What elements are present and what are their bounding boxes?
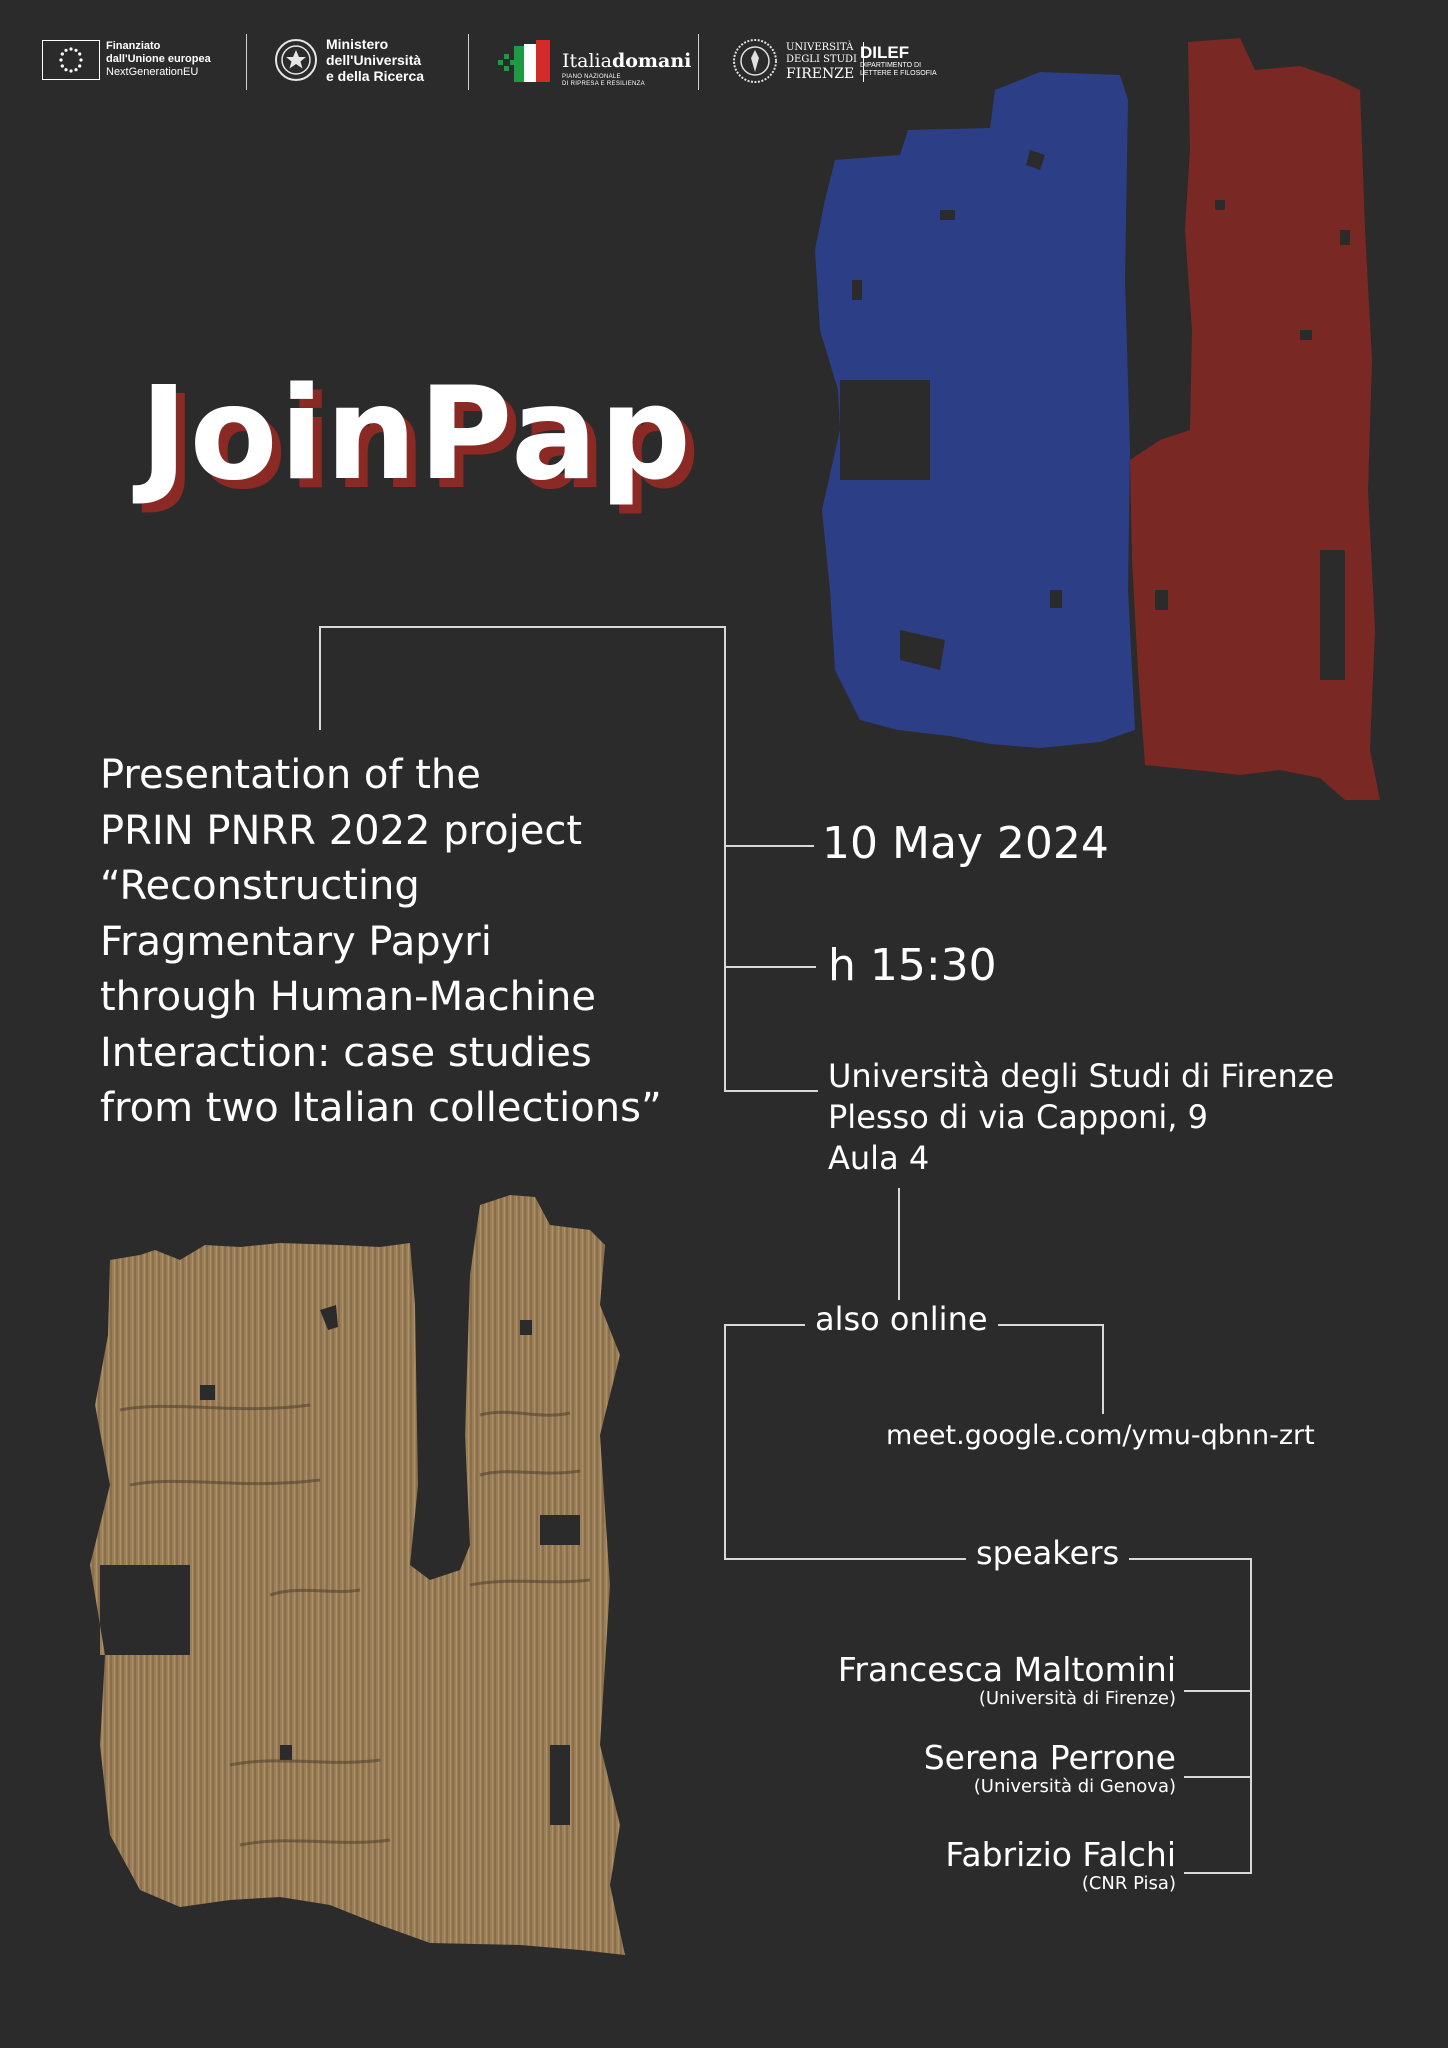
eu-flag-icon bbox=[42, 40, 100, 80]
unifi-line-1: UNIVERSITÀ bbox=[786, 42, 854, 53]
dilef-sub-1: DIPARTIMENTO DI bbox=[860, 62, 922, 69]
italia-domani-flag-icon bbox=[496, 38, 556, 90]
description-line: “Reconstructing bbox=[100, 863, 420, 909]
description-line: Interaction: case studies bbox=[100, 1029, 592, 1076]
description-line: Presentation of the bbox=[100, 752, 481, 798]
speaker-affiliation: (Università di Firenze) bbox=[978, 1688, 1176, 1709]
connector-line bbox=[724, 966, 816, 968]
description-line: from two Italian collections” bbox=[100, 1085, 662, 1131]
description-line: PRIN PNRR 2022 project bbox=[100, 807, 583, 854]
connector-line bbox=[1184, 1872, 1252, 1874]
ministry-line-2: dell'Università bbox=[326, 52, 422, 68]
speaker-item bbox=[838, 1651, 1176, 1709]
unifi-line-2: DEGLI STUDI bbox=[786, 54, 857, 65]
ministry-line-3: e della Ricerca bbox=[326, 68, 425, 84]
event-date: 10 May 2024 bbox=[822, 818, 1109, 869]
event-time: h 15:30 bbox=[828, 940, 997, 991]
connector-line bbox=[1184, 1690, 1252, 1692]
online-label: also online bbox=[805, 1300, 998, 1338]
venue-line: Università degli Studi di Firenze bbox=[828, 1057, 1335, 1095]
logo-divider bbox=[698, 34, 699, 90]
italia-domani-text bbox=[562, 50, 691, 72]
connector-line bbox=[724, 626, 726, 1092]
connector-line bbox=[724, 1090, 818, 1092]
logo-divider bbox=[468, 34, 469, 90]
unifi-seal-icon bbox=[732, 38, 778, 88]
logo-divider bbox=[246, 34, 247, 90]
eu-line-2: dall'Unione europea bbox=[106, 53, 211, 65]
speaker-name: Fabrizio Falchi bbox=[945, 1835, 1176, 1874]
venue-line: Plesso di via Capponi, 9 bbox=[828, 1098, 1208, 1136]
connector-line bbox=[724, 1324, 726, 1560]
italia-domani-subtitle bbox=[562, 74, 645, 88]
speaker-affiliation: (Università di Genova) bbox=[973, 1776, 1176, 1797]
italia-word: Italia bbox=[562, 50, 612, 72]
project-description bbox=[100, 748, 662, 1137]
ministry-text bbox=[326, 36, 424, 84]
dilef-title: DILEF bbox=[860, 43, 910, 62]
papyrus-fragments-silhouette bbox=[800, 30, 1400, 810]
event-venue bbox=[828, 1056, 1334, 1179]
speaker-name: Francesca Maltomini bbox=[837, 1650, 1176, 1689]
online-meeting-link[interactable]: meet.google.com/ymu-qbnn-zrt bbox=[886, 1420, 1315, 1451]
speakers-label: speakers bbox=[966, 1534, 1129, 1572]
papyrus-photo bbox=[80, 1185, 670, 1960]
ministry-line-1: Ministero bbox=[326, 36, 389, 52]
blue-fragment-shape bbox=[815, 72, 1135, 748]
connector-line bbox=[319, 626, 321, 730]
eu-line-1: Finanziato bbox=[106, 40, 161, 52]
eu-line-3: NextGenerationEU bbox=[106, 66, 199, 78]
domani-word: domani bbox=[611, 50, 692, 72]
speaker-name: Serena Perrone bbox=[923, 1738, 1176, 1777]
connector-line bbox=[1184, 1776, 1252, 1778]
speaker-item bbox=[945, 1836, 1176, 1894]
italia-domani-sub-1: PIANO NAZIONALE bbox=[562, 74, 621, 80]
italia-domani-sub-2: DI RIPRESA E RESILIENZA bbox=[562, 81, 645, 87]
red-fragment-shape bbox=[1130, 38, 1380, 800]
connector-line bbox=[724, 845, 814, 847]
description-line: through Human-Machine bbox=[100, 974, 597, 1020]
connector-line bbox=[1250, 1558, 1252, 1874]
dilef-sub-2: LETTERE E FILOSOFIA bbox=[860, 70, 937, 77]
connector-line bbox=[319, 626, 725, 628]
venue-line: Aula 4 bbox=[828, 1139, 930, 1177]
ministry-emblem-icon bbox=[274, 36, 318, 88]
connector-line bbox=[898, 1188, 900, 1300]
speaker-item bbox=[924, 1739, 1176, 1797]
event-title: JoinPap bbox=[140, 360, 693, 509]
eu-funding-text bbox=[106, 40, 211, 79]
connector-line bbox=[1102, 1324, 1104, 1414]
speaker-affiliation: (CNR Pisa) bbox=[1081, 1873, 1176, 1894]
description-line: Fragmentary Papyri bbox=[100, 918, 492, 965]
unifi-line-3: FIRENZE bbox=[786, 66, 855, 82]
